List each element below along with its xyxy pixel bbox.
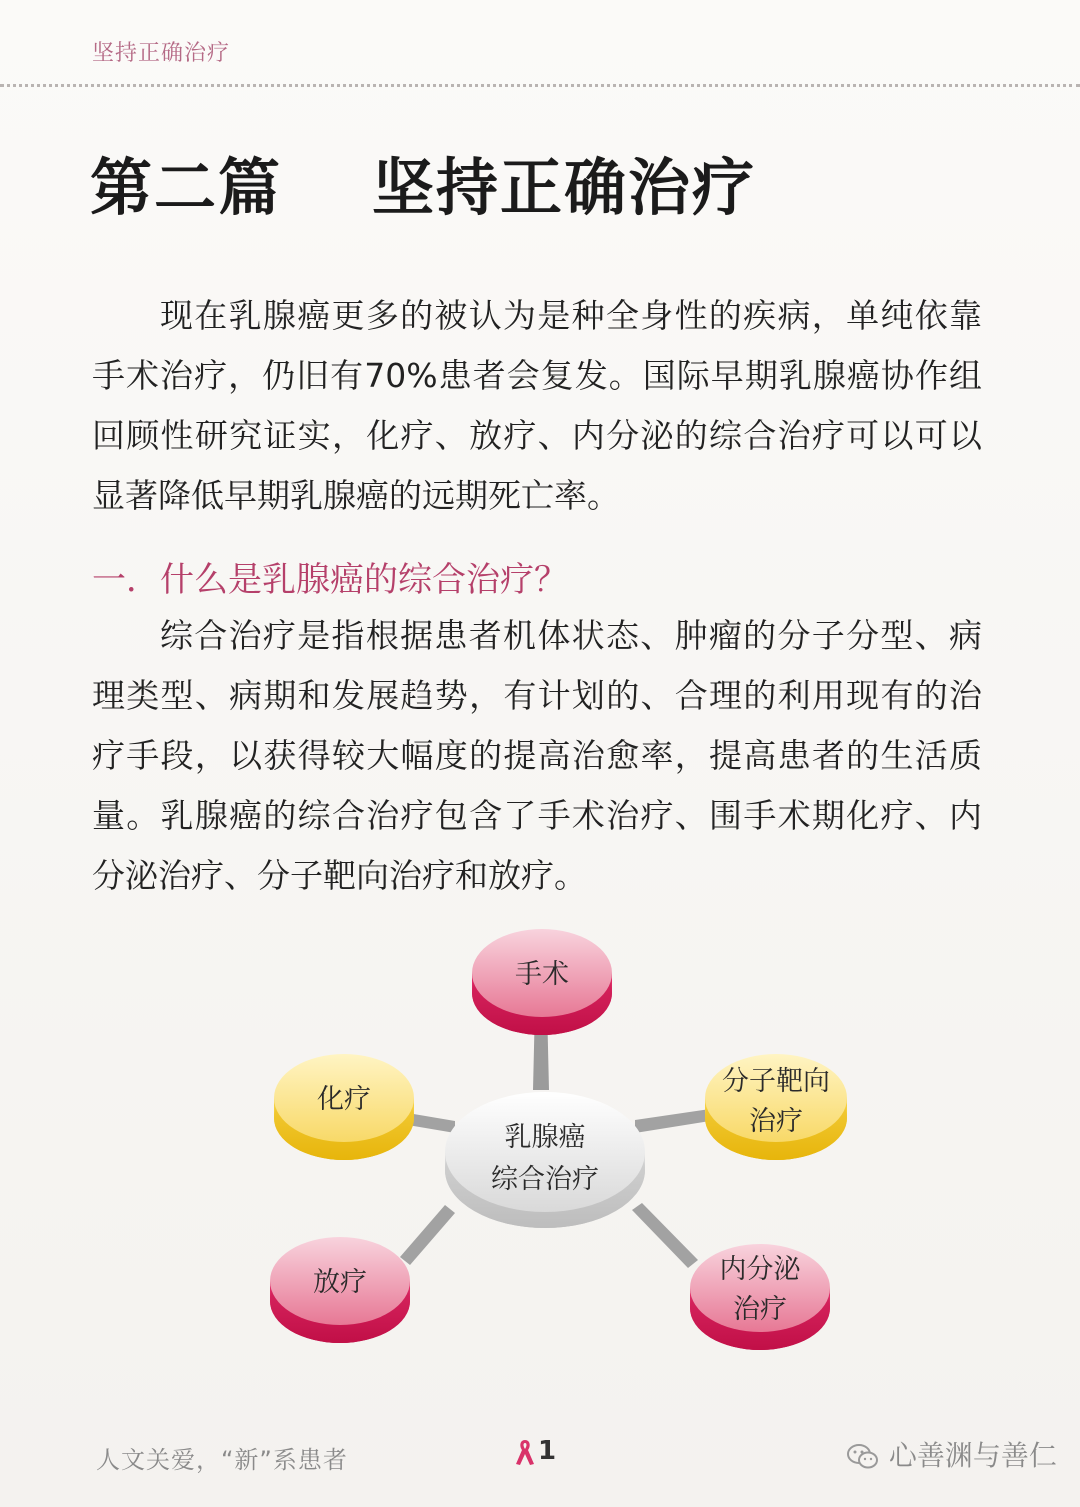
footer-slogan: 人文关爱，“新”系患者	[96, 1446, 348, 1474]
targeted-label-line1: 分子靶向	[722, 1066, 830, 1097]
endocrine-label-line2: 治疗	[733, 1294, 787, 1325]
center-label-line2: 综合治疗	[491, 1164, 599, 1195]
center-node	[445, 1090, 645, 1230]
running-header: 坚持正确治疗	[92, 41, 231, 66]
endocrine-therapy-node	[690, 1240, 830, 1352]
center-label-line1: 乳腺癌	[504, 1122, 586, 1153]
section-paragraph: 综合治疗是指根据患者机体状态、肿瘤的分子分型、病理类型、病期和发展趋势，有计划的、合理的利用现有的治疗手段，以获得较大幅度的提高治愈率，提高患者的生活质量。乳腺癌的综合治疗包含了手术治疗、围手术期化疗、内分泌治疗、分子靶向治疗和放疗。	[92, 616, 982, 895]
section-heading: 一．什么是乳腺癌的综合治疗？	[92, 560, 568, 600]
radiotherapy-label: 放疗	[313, 1267, 367, 1298]
wechat-icon	[846, 1442, 880, 1472]
surgery-node	[472, 925, 612, 1037]
chapter-number: 第二篇	[90, 151, 283, 224]
chemo-label: 化疗	[317, 1084, 371, 1115]
account-name: 心善渊与善仁	[888, 1439, 1057, 1472]
account-watermark	[846, 1434, 1057, 1474]
page-number: 1	[538, 1436, 557, 1466]
pink-ribbon-icon	[512, 1437, 538, 1467]
endocrine-label-line1: 内分泌	[719, 1254, 801, 1285]
surgery-label: 手术	[515, 959, 569, 990]
chapter-name: 坚持正确治疗	[372, 151, 757, 224]
intro-paragraph: 现在乳腺癌更多的被认为是种全身性的疾病，单纯依靠手术治疗，仍旧有70%患者会复发。国际早期乳腺癌协作组回顾性研究证实，化疗、放疗、内分泌的综合治疗可以可以显著降低早期乳腺癌的远期死亡率。	[92, 296, 982, 515]
targeted-label-line2: 治疗	[749, 1106, 803, 1137]
chapter-title	[90, 138, 756, 227]
radiotherapy-node	[270, 1233, 410, 1345]
treatment-diagram	[240, 915, 860, 1385]
targeted-therapy-node	[705, 1050, 847, 1164]
header-divider	[0, 84, 1080, 87]
chemo-node	[274, 1050, 414, 1162]
page-number-block	[512, 1436, 556, 1467]
